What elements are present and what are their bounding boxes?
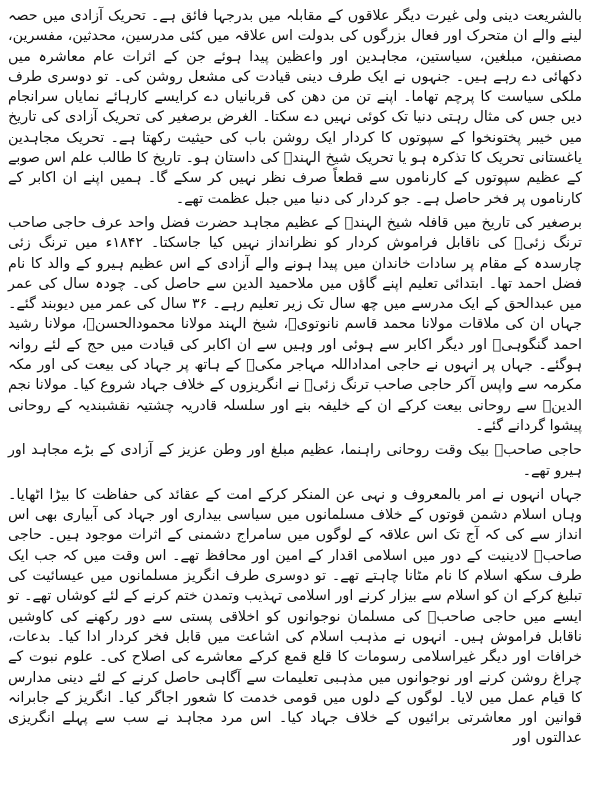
paragraph-2: برصغیر کی تاریخ میں قافلہ شیخ الہندؒ کے عظیم مجاہد حضرت فضل واحد عرف حاجی صاحب ترنگ زئیؒ کی ناقابل فراموش کردار کو نظرانداز نہیں کیا جاسکتا۔ ۱۸۴۲ء میں ترنگ زئی چارسدہ کے مقام پر سادات خاندان میں پیدا ہونے والے آزادی کے اس عظیم ہیرو کے والد کا نام فضل احمد تھا۔ ابتدائی تعلیم اپنے گاؤں میں ملاحمید الدین سے حاصل کی۔ چودہ سال کی عمر میں عبدالحق کے ایک مدرسے میں چھ سال تک زیر تعلیم رہے۔ ۳۶ سال کی عمر میں دیوبند گئے۔ جہاں ان کی ملاقات مولانا محمد قاسم نانوتویؒ، شیخ الہند مولانا محمودالحسنؒ، مولانا رشید احمد گنگوہیؒ اور دیگر اکابر سے ہوئی اور وہیں سے ان اکابر کی قیادت میں حج کے لئے روانہ ہوگئے۔ جہاں پر انہوں نے حاجی امداداللہ مہاجر مکیؒ کے ہاتھ پر جہاد کی بیعت کی اور مکہ مکرمہ سے واپس آکر حاجی صاحب ترنگ زئیؒ نے انگریزوں کے خلاف جہاد شروع کیا۔ مولانا نجم الدینؒ سے روحانی بیعت کرکے ان کے خلیفہ بنے اور سلسلہ قادریہ چشتیہ نقشبندیہ کے روحانی پیشوا گردانے گئے۔ — [8, 214, 583, 434]
paragraph-1: بالشریعت دینی ولی غیرت دیگر علاقوں کے مقابلہ میں بدرجہا فائق ہے۔ تحریک آزادی میں حصہ لینے والے ان متحرک اور فعال بزرگوں کی بدولت اس علاقہ میں کئی مدرسین، محدثین، مفسرین، مصنفین، مبلغین، سیاستین، مجاہدین اور واعظین پیدا ہوئے جن کے اثرات عام معاشرہ میں دکھائی دے رہے ہیں۔ جنہوں نے ایک طرف دینی قیادت کی مشعل روشن کی۔ تو دوسری طرف ملکی سیاست کا پرچم تھاما۔ اپنے تن من دھن کی قربانیاں دے کرایسے کارہائے نمایاں سرانجام دیں جس کی مثال رہتی دنیا تک کوئی نہیں دے سکتا۔ الغرض برصغیر کی تحریک آزادی کی تاریخ میں خیبر پختونخوا کے سپوتوں کا کردار ایک روشن باب کی حیثیت رکھتا ہے۔ تحریک مجاہدین یاغستانی تحریک کا تذکرہ ہو یا تحریک شیخ الہندؒ کی داستان ہو۔ تاریخ کا طالب علم اس صوبے کے عظیم سپوتوں کے کارناموں سے قطعاً صرف نظر نہیں کر سکے گا۔ ہمیں اپنے ان اکابر کے کارناموں پر فخر حاصل ہے۔ جو کردار کی دنیا میں جبل عظمت تھے۔ — [8, 8, 582, 207]
paragraph-3: حاجی صاحبؒ بیک وقت روحانی راہنما، عظیم مبلغ اور وطن عزیز کے آزادی کے بڑے مجاہد اور ہیرو تھے۔ — [8, 442, 582, 479]
paragraph-4: جہاں انہوں نے امر بالمعروف و نہی عن المنکر کرکے امت کے عقائد کی حفاظت کا بیڑا اٹھایا۔ وہاں اسلام دشمن قوتوں کے خلاف مسلمانوں میں سیاسی بیداری اور جہاد کی آبیاری بھی اس انداز سے کی کہ آج تک اس علاقہ کے لوگوں میں سامراج دشمنی کے اثرات موجود ہیں۔ حاجی صاحبؒ لادینیت کے دور میں اسلامی اقدار کے امین اور محافظ تھے۔ اس وقت میں کہ جب ایک طرف سکھ اسلام کا نام مٹانا چاہتے تھے۔ تو دوسری طرف انگریز مسلمانوں میں عیسائیت کی تبلیغ کرکے ان کو اسلام سے بیزار کرنے اور اسلامی تہذیب وتمدن ختم کرنے کے لئے کوشاں تھے۔ تو ایسے میں حاجی صاحبؒ کی مسلمان نوجوانوں کو اخلاقی پستی سے دور رکھنے کی کاوشیں ناقابل فراموش ہیں۔ انہوں نے مذہب اسلام کی اشاعت میں قابل فخر کردار ادا کیا۔ بدعات، خرافات اور دیگر غیراسلامی رسومات کا قلع قمع کرکے معاشرے کی اصلاح کی۔ علوم نبوت کے چراغ روشن کرنے اور نوجوانوں میں مذہبی تعلیمات سے آگاہی حاصل کرنے کے لئے دینی مدارس کا قیام عمل میں لایا۔ لوگوں کے دلوں میں قومی خدمت کا شعور اجاگر کیا۔ انگریز کے جابرانہ قوانین اور معاشرتی برائیوں کے خلاف جہاد کیا۔ اس مرد مجاہد نے سب سے پہلے انگریزی عدالتوں اور — [8, 486, 582, 747]
